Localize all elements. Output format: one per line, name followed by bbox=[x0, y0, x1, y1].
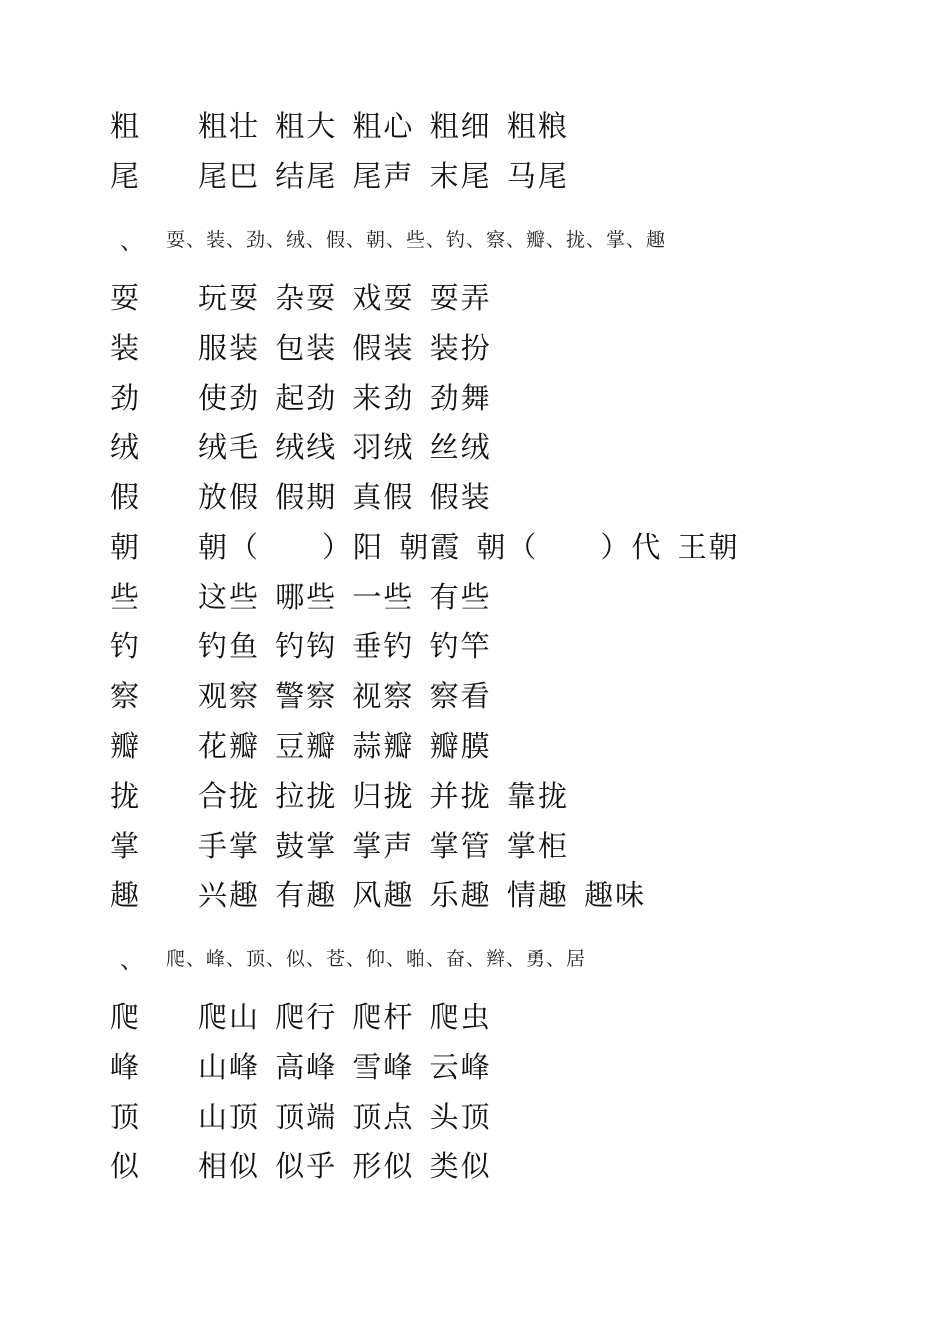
row-character: 峰 bbox=[110, 1049, 142, 1084]
row-character: 似 bbox=[110, 1148, 142, 1183]
word-row bbox=[110, 722, 492, 766]
row-character: 趣 bbox=[110, 877, 142, 912]
word-row bbox=[110, 423, 492, 467]
word-row bbox=[110, 822, 569, 866]
row-words: 服装 包装 假装 装扮 bbox=[198, 330, 492, 365]
row-character: 察 bbox=[110, 678, 142, 713]
row-character: 掌 bbox=[110, 828, 142, 863]
row-character: 瓣 bbox=[110, 728, 142, 763]
word-row bbox=[110, 573, 492, 617]
section-heading-mark: 、 bbox=[120, 226, 145, 255]
row-words: 山峰 高峰 雪峰 云峰 bbox=[198, 1049, 492, 1084]
row-character: 钓 bbox=[110, 628, 142, 663]
row-words: 尾巴 结尾 尾声 末尾 马尾 bbox=[198, 158, 569, 193]
row-character: 粗 bbox=[110, 108, 142, 143]
section-heading bbox=[120, 943, 587, 974]
word-row bbox=[110, 871, 646, 915]
row-character: 绒 bbox=[110, 429, 142, 464]
word-row bbox=[110, 324, 492, 368]
row-words: 花瓣 豆瓣 蒜瓣 瓣膜 bbox=[198, 728, 492, 763]
section-heading-text: 爬、峰、顶、似、苍、仰、啪、奋、辫、勇、居 bbox=[166, 947, 587, 970]
row-character: 爬 bbox=[110, 999, 142, 1034]
row-character: 朝 bbox=[110, 529, 142, 564]
word-row bbox=[110, 274, 492, 318]
word-row bbox=[110, 622, 492, 666]
row-words: 手掌 鼓掌 掌声 掌管 掌柜 bbox=[198, 828, 569, 863]
row-character: 假 bbox=[110, 479, 142, 514]
row-words: 放假 假期 真假 假装 bbox=[198, 479, 492, 514]
word-row bbox=[110, 993, 492, 1037]
row-words: 玩耍 杂耍 戏耍 耍弄 bbox=[198, 280, 492, 315]
row-words: 使劲 起劲 来劲 劲舞 bbox=[198, 380, 492, 415]
row-character: 尾 bbox=[110, 158, 142, 193]
word-row bbox=[110, 102, 569, 146]
word-row bbox=[110, 523, 740, 567]
word-row bbox=[110, 1043, 492, 1087]
row-words: 粗壮 粗大 粗心 粗细 粗粮 bbox=[198, 108, 569, 143]
row-words: 合拢 拉拢 归拢 并拢 靠拢 bbox=[198, 778, 569, 813]
word-row bbox=[110, 152, 569, 196]
section-heading-mark: 、 bbox=[120, 945, 145, 974]
row-character: 耍 bbox=[110, 280, 142, 315]
word-row bbox=[110, 1142, 492, 1186]
word-row bbox=[110, 772, 569, 816]
row-words: 钓鱼 钓钩 垂钓 钓竿 bbox=[198, 628, 492, 663]
word-row bbox=[110, 473, 492, 517]
word-row bbox=[110, 374, 492, 418]
row-words: 这些 哪些 一些 有些 bbox=[198, 579, 492, 614]
row-words: 山顶 顶端 顶点 头顶 bbox=[198, 1099, 492, 1134]
row-words: 爬山 爬行 爬杆 爬虫 bbox=[198, 999, 492, 1034]
row-character: 拢 bbox=[110, 778, 142, 813]
row-character: 装 bbox=[110, 330, 142, 365]
section-heading bbox=[120, 224, 667, 255]
row-words: 相似 似乎 形似 类似 bbox=[198, 1148, 492, 1183]
row-character: 顶 bbox=[110, 1099, 142, 1134]
word-row bbox=[110, 672, 492, 716]
row-character: 劲 bbox=[110, 380, 142, 415]
word-row bbox=[110, 1093, 492, 1137]
row-words: 绒毛 绒线 羽绒 丝绒 bbox=[198, 429, 492, 464]
row-words: 兴趣 有趣 风趣 乐趣 情趣 趣味 bbox=[198, 877, 647, 912]
row-words: 观察 警察 视察 察看 bbox=[198, 678, 492, 713]
row-words: 朝（ ）阳 朝霞 朝（ ）代 王朝 bbox=[198, 529, 740, 564]
row-character: 些 bbox=[110, 579, 142, 614]
section-heading-text: 耍、装、劲、绒、假、朝、些、钓、察、瓣、拢、掌、趣 bbox=[166, 228, 667, 251]
